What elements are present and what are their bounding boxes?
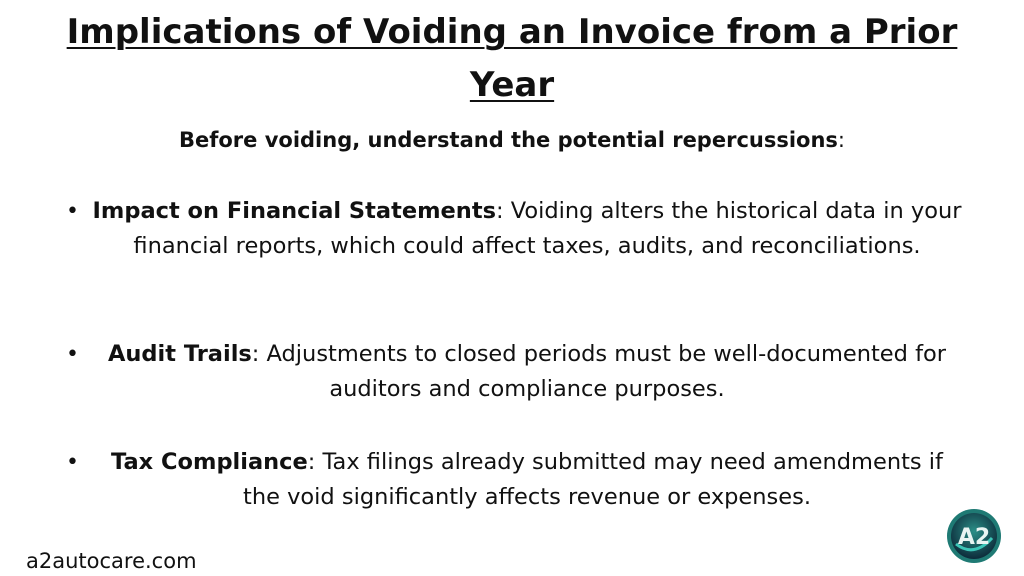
bullet-item-audit-trails (60, 337, 964, 407)
logo-text: A2 (957, 525, 991, 550)
intro-bold: Before voiding, understand the potential repercussions (178, 128, 838, 152)
bullet-heading: Impact on Financial Statements (92, 198, 496, 224)
bullet-heading: Tax Compliance (111, 449, 308, 475)
bullet-body: : Adjustments to closed periods must be well-documented for auditors and compliance purposes. (251, 341, 947, 402)
bullet-body: : Tax filings already submitted may need amendments if the void significantly affects revenue or expenses. (243, 449, 943, 510)
bullet-dot-icon: • (66, 450, 79, 475)
bullet-body: : Voiding alters the historical data in your financial reports, which could affect taxes, audits, and reconciliations. (133, 198, 962, 259)
bullet-item-tax-compliance (60, 445, 964, 515)
a2-logo-icon (946, 508, 1002, 564)
bullet-dot-icon: • (66, 342, 79, 367)
bullet-text (90, 194, 964, 264)
bullet-item-financial-statements (60, 194, 964, 264)
bullet-text (90, 337, 964, 407)
intro-text (40, 124, 984, 156)
bullet-heading: Audit Trails (107, 341, 252, 367)
website-link[interactable]: a2autocare.com (26, 549, 197, 573)
bullet-dot-icon: • (66, 199, 79, 224)
page-title: Implications of Voiding an Invoice from a Prior Year (66, 12, 958, 105)
intro-suffix: : (837, 128, 845, 152)
bullet-text (90, 445, 964, 515)
